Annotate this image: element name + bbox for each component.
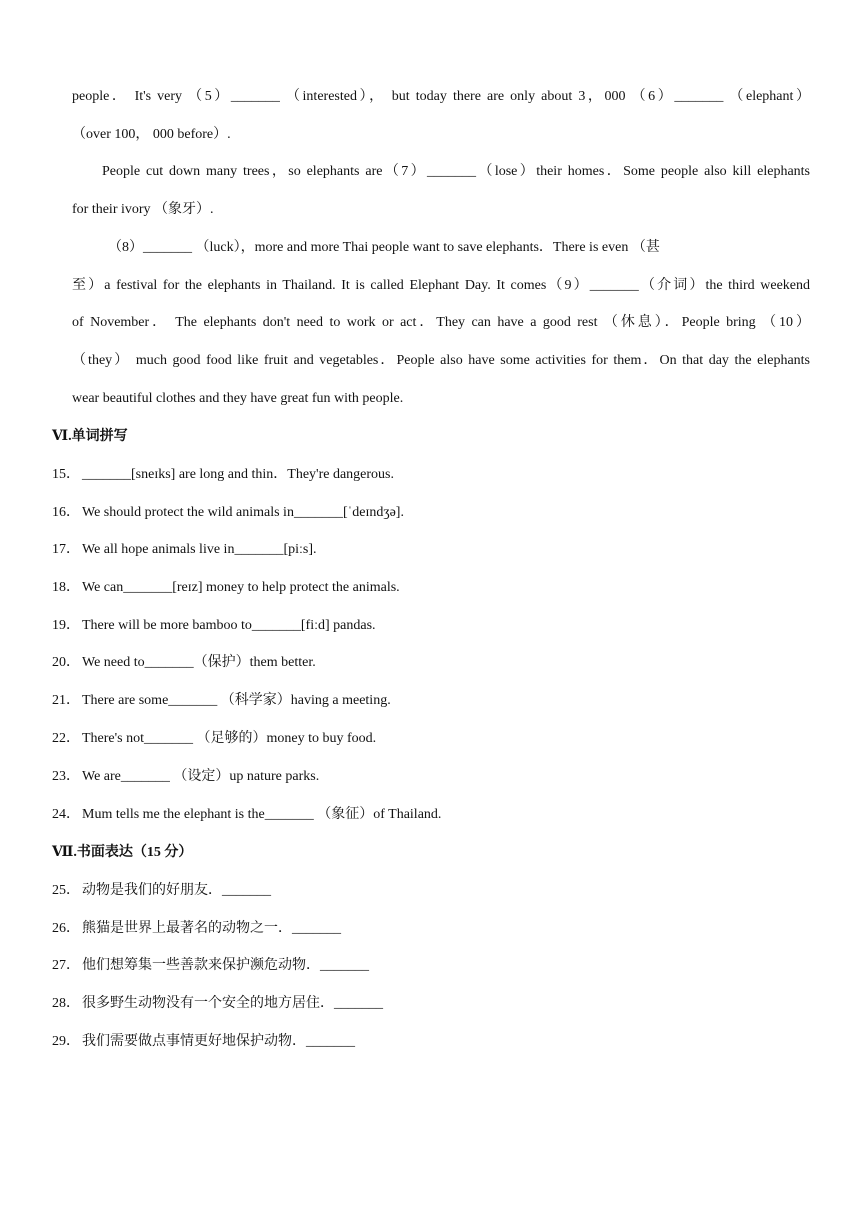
passage-line-8: （they） much good food like fruit and vegetables．People also have some activities for them．On that day the elephants [72,353,810,368]
passage-line-5: （8）_______ （luck），more and more Thai people want to save elephants．There is even （甚 [108,240,660,255]
passage-line-1: people． It's very （5）_______ （interested）， but today there are only about 3，000 （6）_______ （elephant） [72,89,810,104]
question-text: There are some_______ （科学家）having a meeting. [82,693,391,708]
question-16 [52,503,404,523]
question-number: 26． [52,921,80,936]
question-number: 27． [52,958,80,973]
question-20 [52,653,316,673]
question-number: 24． [52,807,80,822]
question-24 [52,805,441,825]
question-text: We are_______ （设定）up nature parks. [82,769,320,784]
question-29 [52,1032,355,1052]
question-15 [52,465,394,485]
question-23 [52,767,319,787]
passage-line-3: People cut down many trees，so elephants are（7）_______（lose）their homes．Some people also kill elephants [102,164,810,179]
question-text: 我们需要做点事情更好地保护动物．_______ [82,1034,355,1049]
question-text: 很多野生动物没有一个安全的地方居住．_______ [82,996,383,1011]
section-heading-vi: Ⅵ.单词拼写 [52,429,128,444]
question-number: 16． [52,505,80,520]
question-text: Mum tells me the elephant is the_______ （象征）of Thailand. [82,807,442,822]
question-text: We should protect the wild animals in_______[ˈdeɪndʒə]. [82,505,404,520]
passage-line-9: wear beautiful clothes and they have great fun with people. [72,391,404,406]
question-number: 18． [52,580,80,595]
passage-line-2: （over 100， 000 before）. [72,127,231,142]
question-text: _______[sneɪks] are long and thin．They're dangerous. [82,467,394,482]
question-number: 23． [52,769,80,784]
question-text: We all hope animals live in_______[piːs]. [82,542,317,557]
question-28 [52,994,383,1014]
question-text: We can_______[reɪz] money to help protect the animals. [82,580,400,595]
passage-line-4: for their ivory （象牙）. [72,202,214,217]
question-text: There's not_______ （足够的）money to buy food. [82,731,377,746]
question-text: 熊猫是世界上最著名的动物之一．_______ [82,921,341,936]
question-text: 他们想筹集一些善款来保护濒危动物．_______ [82,958,369,973]
passage-line-7: of November． The elephants don't need to work or act．They can have a good rest （休息）．People bring （10） [72,315,810,330]
question-21 [52,691,391,711]
question-number: 22． [52,731,80,746]
question-number: 25． [52,883,80,898]
question-text: 动物是我们的好朋友．_______ [82,883,271,898]
question-number: 29． [52,1034,80,1049]
question-17 [52,540,317,560]
question-text: There will be more bamboo to_______[fiːd] pandas. [82,618,376,633]
question-27 [52,956,369,976]
question-25 [52,881,271,901]
question-number: 20． [52,655,80,670]
passage-line-6: 至）a festival for the elephants in Thailand. It is called Elephant Day. It comes（9）_______（介词）the third weekend [72,278,810,293]
question-26 [52,919,341,939]
question-number: 15． [52,467,80,482]
question-number: 19． [52,618,80,633]
section-heading-vii: Ⅶ.书面表达（15 分） [52,845,193,860]
question-number: 21． [52,693,80,708]
question-22 [52,729,376,749]
question-number: 28． [52,996,80,1011]
question-number: 17． [52,542,80,557]
question-18 [52,578,400,598]
question-text: We need to_______（保护）them better. [82,655,316,670]
question-19 [52,616,376,636]
